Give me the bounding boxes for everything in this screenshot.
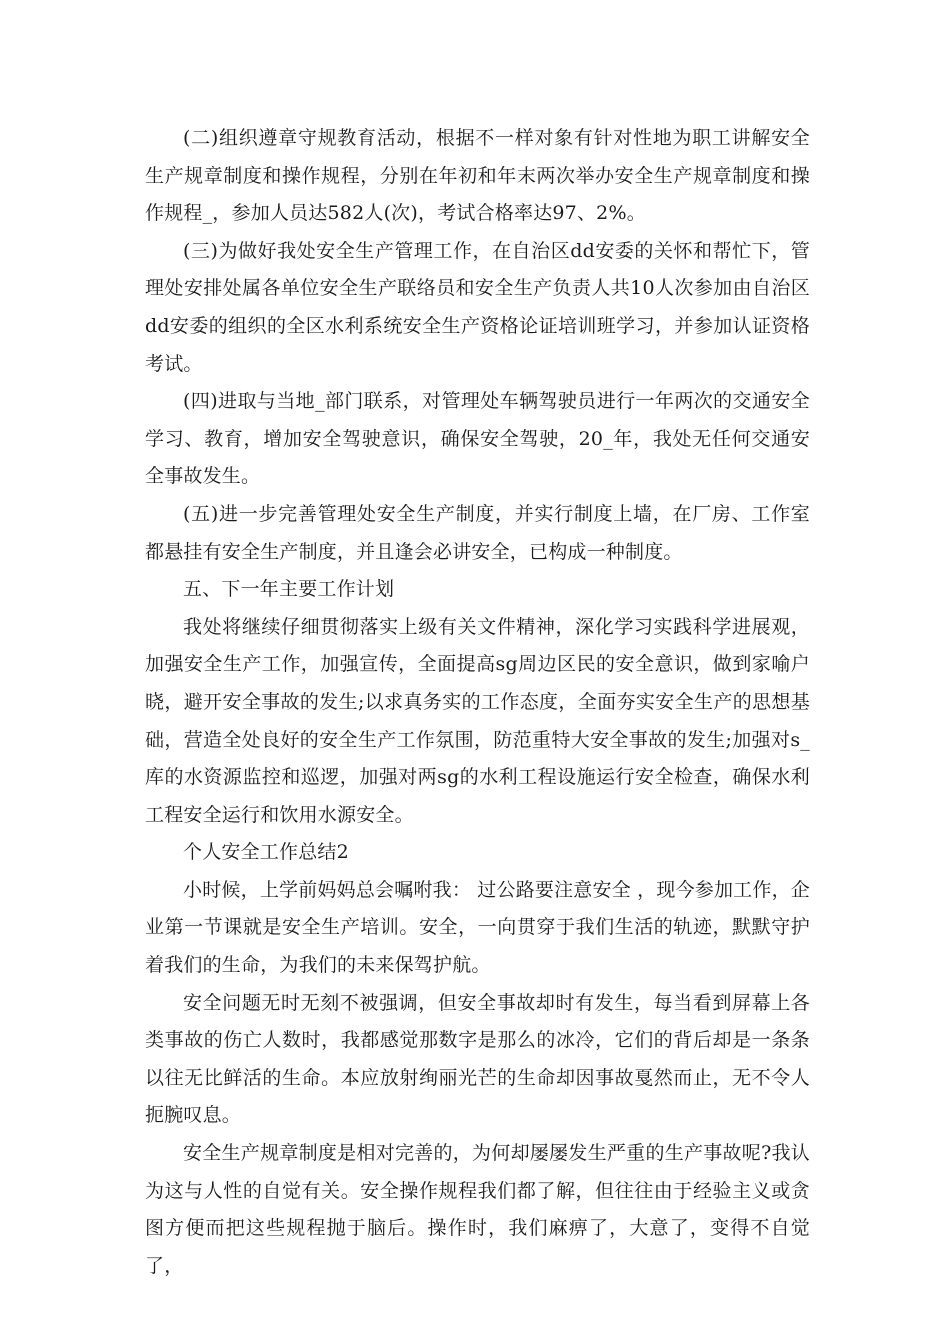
document-body [145,120,810,1285]
paragraph-accidents: 安全问题无时无刻不被强调，但安全事故却时有发生，每当看到屏幕上各类事故的伤亡人数时，我都感觉那数字是那么的冰冷，它们的背后却是一条条以往无比鲜活的生命。本应放射绚丽光芒的生命却因事故戛然而止，无不令人扼腕叹息。 [145,991,810,1127]
section-heading-summary-2: 个人安全工作总结2 [183,841,349,864]
paragraph-4: (四)进取与当地_部门联系，对管理处车辆驾驶员进行一年两次的交通安全学习、教育，增加安全驾驶意识，确保安全驾驶，20_年，我处无任何交通安全事故发生。 [145,390,810,488]
paragraph-regulations: 安全生产规章制度是相对完善的，为何却屡屡发生严重的生产事故呢?我认为这与人性的自觉有关。安全操作规程我们都了解，但往往由于经验主义或贪图方便而把这些规程抛于脑后。操作时，我们麻痹了，大意了，变得不自觉了， [145,1142,810,1277]
paragraph-5: (五)进一步完善管理处安全生产制度，并实行制度上墙，在厂房、工作室都悬挂有安全生产制度，并且逢会必讲安全，已构成一种制度。 [145,502,810,563]
section-heading-plan: 五、下一年主要工作计划 [183,578,395,601]
paragraph-2: (二)组织遵章守规教育活动，根据不一样对象有针对性地为职工讲解安全生产规章制度和操作规程，分别在年初和年末两次举办安全生产规章制度和操作规程_，参加人员达582人(次)，考试合格率达97、2%。 [145,127,810,225]
paragraph-childhood: 小时候，上学前妈妈总会嘱咐我： 过公路要注意安全 ，现今参加工作，企业第一节课就是安全生产培训。安全，一向贯穿于我们生活的轨迹，默默守护着我们的生命，为我们的未来保驾护航。 [145,878,810,977]
paragraph-3: (三)为做好我处安全生产管理工作，在自治区dd安委的关怀和帮忙下，管理处安排处属各单位安全生产联络员和安全生产负责人共10人次参加由自治区dd安委的组织的全区水利系统安全生产资格论证培训班学习，并参加认证资格考试。 [145,239,810,375]
paragraph-plan: 我处将继续仔细贯彻落实上级有关文件精神，深化学习实践科学进展观，加强安全生产工作，加强宣传，全面提高sg周边区民的安全意识，做到家喻户晓，避开安全事故的发生;以求真务实的工作态度，全面夯实安全生产的思想基础，营造全处良好的安全生产工作氛围，防范重特大安全事故的发生;加强对s_库的水资源监控和巡逻，加强对两sg的水利工程设施运行安全检查，确保水利工程安全运行和饮用水源安全。 [145,615,810,826]
